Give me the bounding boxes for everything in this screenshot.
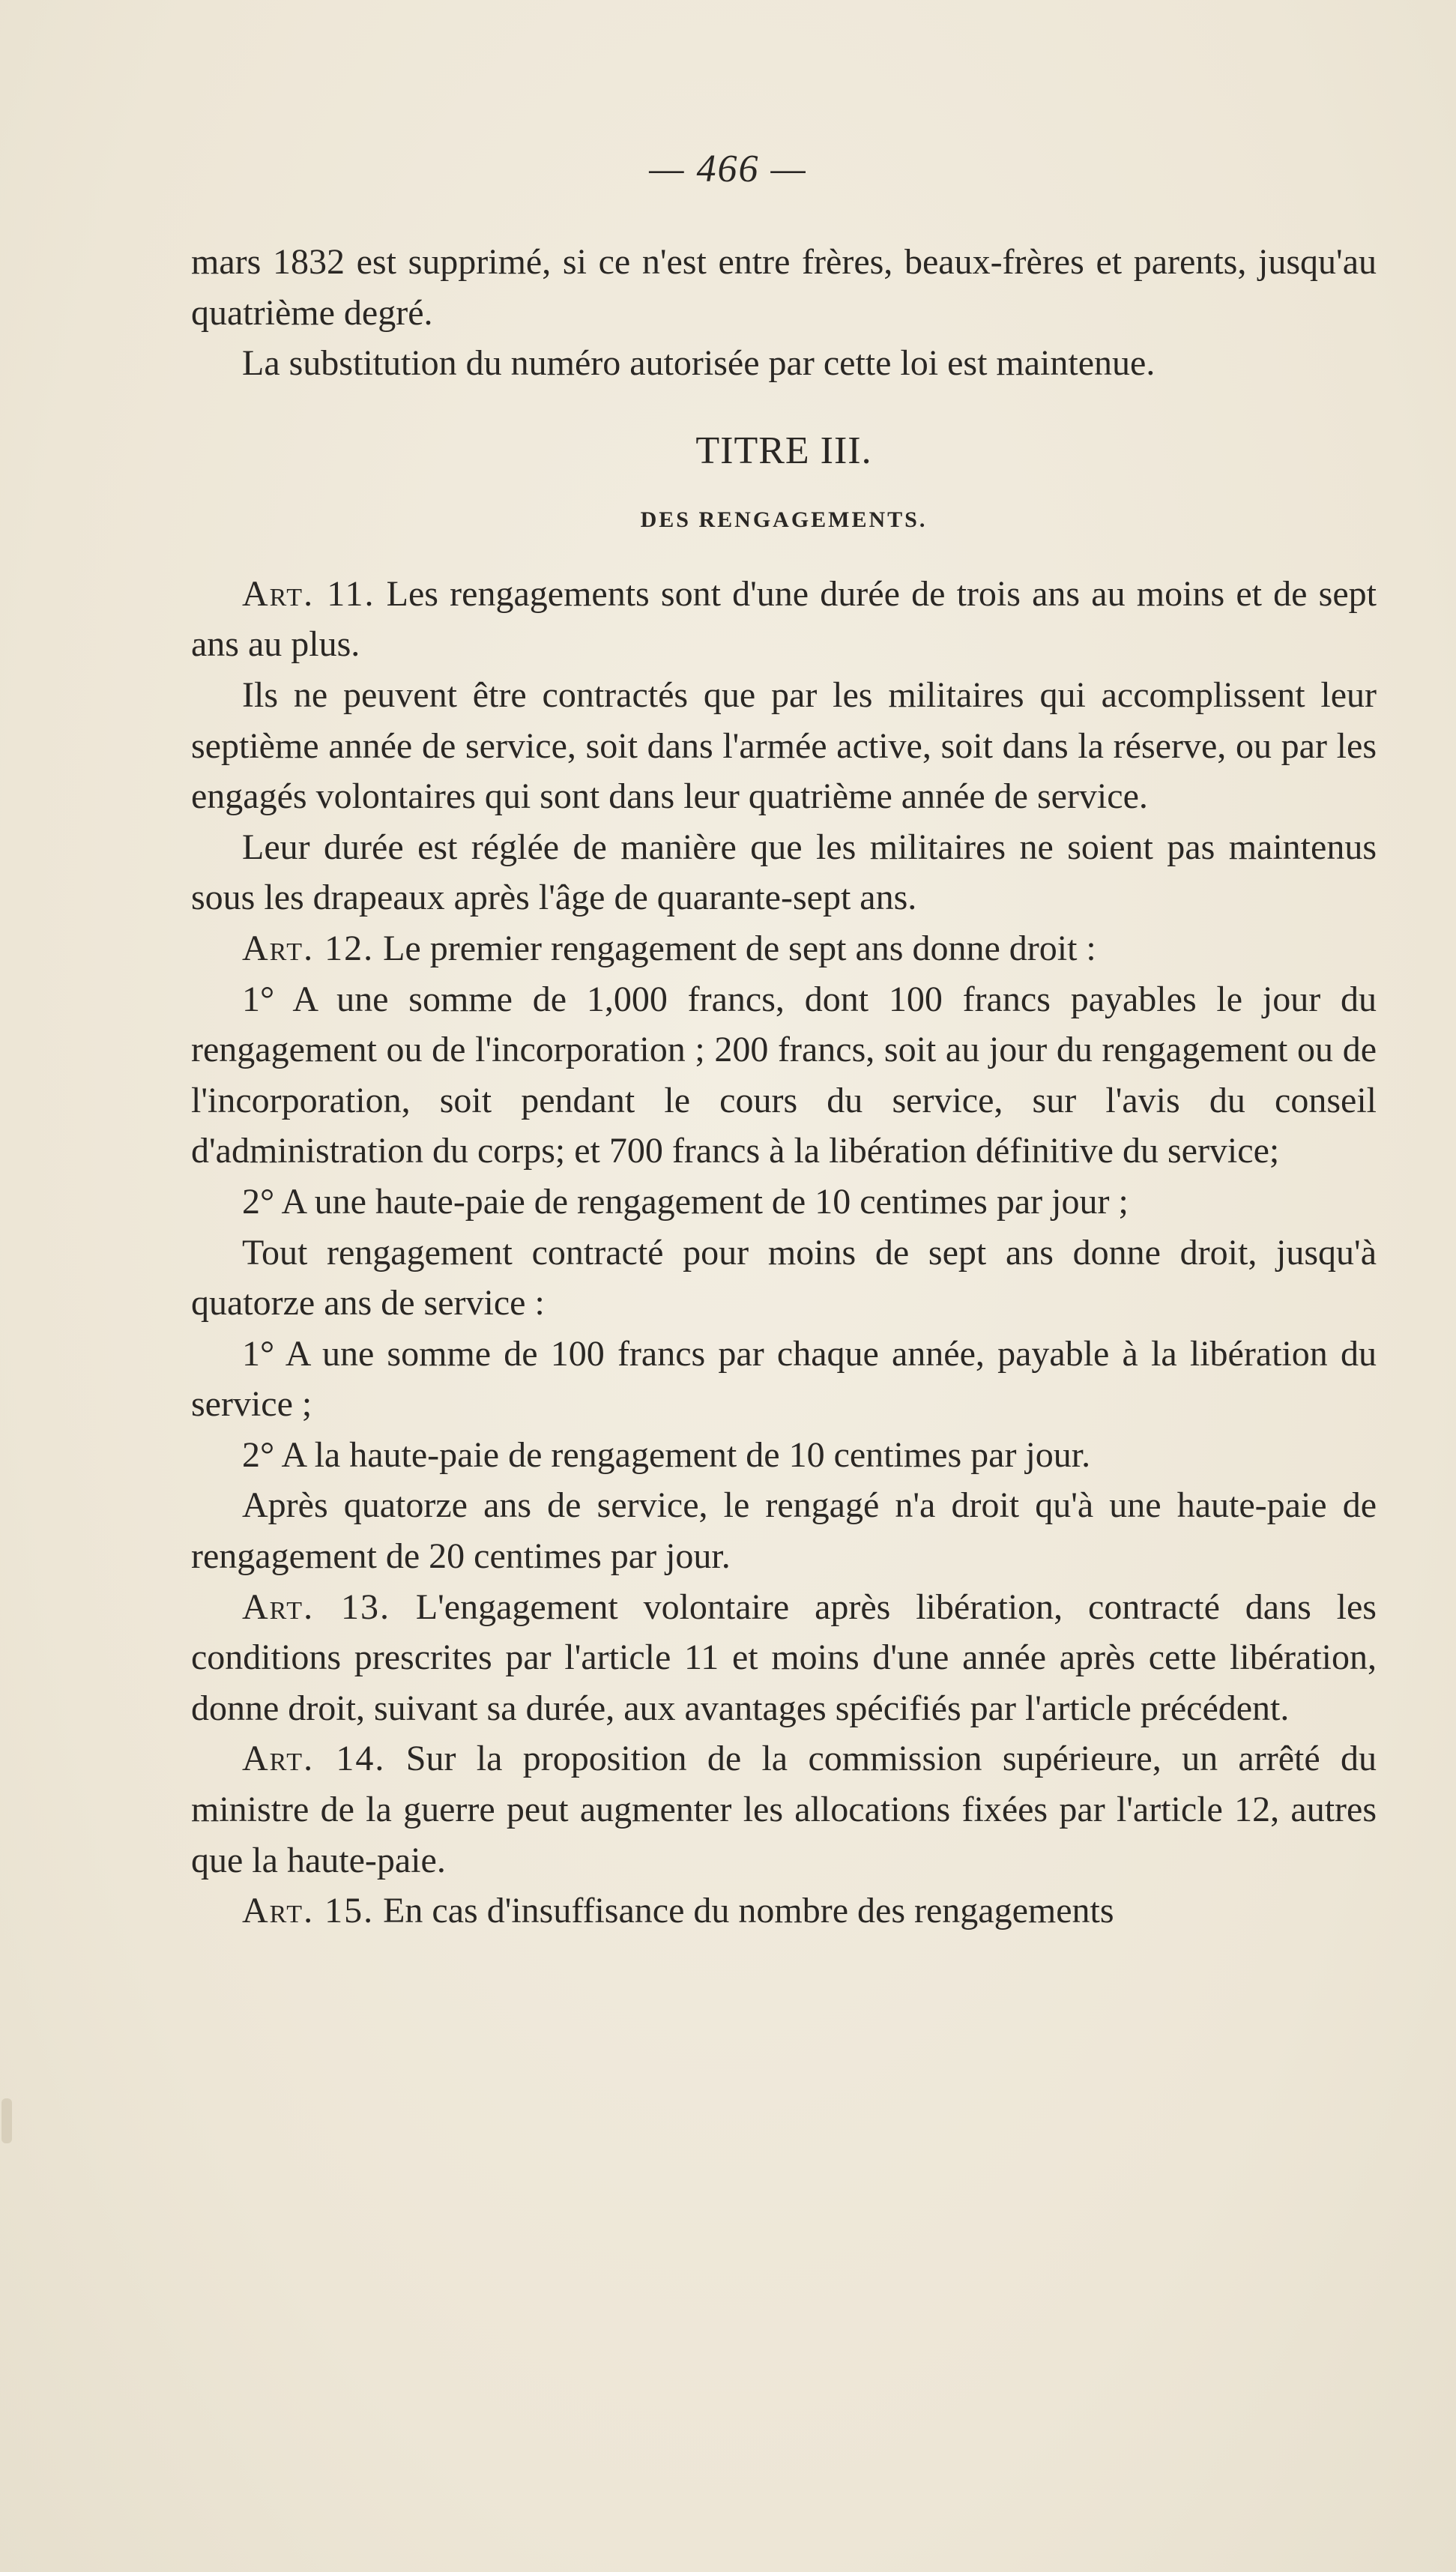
- article-13: [191, 1582, 1377, 1734]
- article-11-label: Art. 11.: [242, 573, 375, 614]
- article-11-paragraph-3: Leur durée est réglée de manière que les militaires ne soient pas maintenus sous les drapeaux après l'âge de quarante-sept ans.: [191, 827, 1377, 918]
- article-13-label: Art. 13.: [242, 1587, 390, 1627]
- page-number: — 466 —: [649, 148, 807, 190]
- article-14-label: Art. 14.: [242, 1739, 386, 1779]
- article-12-text: Le premier rengagement de sept ans donne droit :: [374, 928, 1096, 968]
- article-11: [191, 569, 1377, 670]
- article-15: [191, 1886, 1377, 1936]
- article-15-text: En cas d'insuffisance du nombre des rengagements: [374, 1891, 1114, 1931]
- article-12-item-1: 1° A une somme de 1,000 francs, dont 100 francs payables le jour du rengagement ou de l'incorporation ; 200 francs, soit au jour du rengagement ou de l'incorporation, soit pendant le cours du service, sur l'avis du conseil d'administration du corps; et 700 francs à la libération définitive du service;: [191, 979, 1377, 1171]
- paragraph-substitution: La substitution du numéro autorisée par cette loi est maintenue.: [242, 343, 1156, 384]
- article-14-text: Sur la proposition de la commission supérieure, un arrêté du ministre de la guerre peut augmenter les allocations fixées par l'article 12, autres que la haute-paie.: [191, 1739, 1377, 1880]
- body-text: [191, 237, 1377, 1936]
- article-12-label: Art. 12.: [242, 928, 375, 968]
- article-11-paragraph-2: Ils ne peuvent être contractés que par les militaires qui accomplissent leur septième année de service, soit dans l'armée active, soit dans la réserve, ou par les engagés volontaires qui sont dans leur quatrième année de service.: [191, 674, 1377, 817]
- article-12-paragraph-3: Tout rengagement contracté pour moins de sept ans donne droit, jusqu'à quatorze ans de service :: [191, 1232, 1377, 1323]
- section-title: TITRE III.: [695, 429, 872, 472]
- paper-blemish: [1, 2098, 12, 2143]
- article-15-label: Art. 15.: [242, 1891, 375, 1931]
- article-12-item-2: 2° A une haute-paie de rengagement de 10 centimes par jour ;: [242, 1181, 1129, 1222]
- article-12: [191, 923, 1377, 974]
- paragraph-continuation: mars 1832 est supprimé, si ce n'est entre frères, beaux-frères et parents, jusqu'au quatrième degré.: [191, 242, 1377, 333]
- article-12-item-5: 2° A la haute-paie de rengagement de 10 centimes par jour.: [242, 1434, 1091, 1475]
- article-11-text: Les rengagements sont d'une durée de trois ans au moins et de sept ans au plus.: [191, 573, 1377, 665]
- section-subtitle: DES RENGAGEMENTS.: [640, 507, 928, 532]
- article-12-item-4: 1° A une somme de 100 francs par chaque année, payable à la libération du service ;: [191, 1333, 1377, 1425]
- article-12-paragraph-6: Après quatorze ans de service, le rengagé n'a droit qu'à une haute-paie de rengagement de 20 centimes par jour.: [191, 1485, 1377, 1577]
- article-14: [191, 1733, 1377, 1886]
- article-13-text: L'engagement volontaire après libération, contracté dans les conditions prescrites par l'article 11 et moins d'une année après cette libération, donne droit, suivant sa durée, aux avantages spécifiés par l'article précédent.: [191, 1587, 1377, 1728]
